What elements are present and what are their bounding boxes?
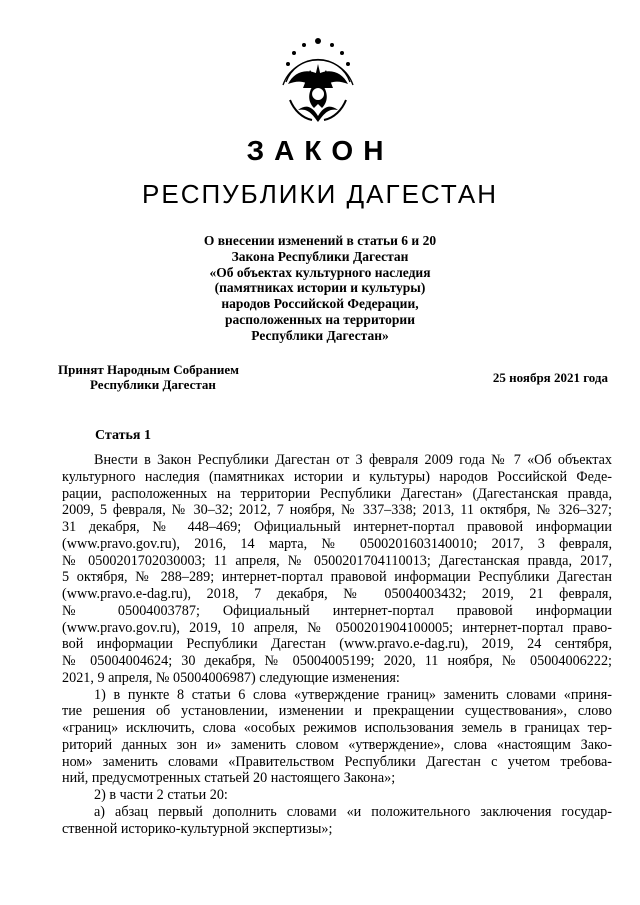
adoption-date: 25 ноября 2021 года xyxy=(492,370,608,385)
body-line: «границ» исключить, слова «особых режимов использования земель в границах тер- xyxy=(62,720,612,736)
body-line: 1) в пункте 8 статьи 6 слова «утверждение границ» заменить словами «приня- xyxy=(94,686,612,703)
body-line: риторий данных зон и» заменить словом «утверждение», слова «настоящим Зако- xyxy=(62,736,612,753)
adoption-line: Принят Народным Собранием xyxy=(58,362,240,377)
article-body xyxy=(62,452,612,837)
subject-line: Закона Республики Дагестан xyxy=(231,248,409,264)
article-heading: Статья 1 xyxy=(95,428,151,443)
document-subtitle: РЕСПУБЛИКИ ДАГЕСТАН xyxy=(142,179,498,209)
body-line: 2) в части 2 статьи 20: xyxy=(94,787,228,803)
subject-line: Республики Дагестан» xyxy=(251,327,389,343)
document-title: ЗАКОН xyxy=(246,135,394,166)
subject-line: (памятниках истории и культуры) xyxy=(214,280,426,296)
body-line: (www.pravo.e-dag.ru), 2018, 7 декабря, № 05004003432; 2019, 21 февраля, xyxy=(62,586,612,602)
body-line: а) абзац первый дополнить словами «и положительного заключения государ- xyxy=(94,803,612,820)
body-line: Внести в Закон Республики Дагестан от 3 февраля 2009 года № 7 «Об объектах xyxy=(94,452,612,468)
body-line: вой информации Республики Дагестан (www.pravo.e-dag.ru), 2019, 24 сентября, xyxy=(62,636,612,653)
body-line: № 05004004624; 30 декабря, № 05004005199; 2020, 11 ноября, № 05004006222; xyxy=(62,653,612,669)
subject-line: народов Российской Федерации, xyxy=(221,296,419,312)
subject-line: О внесении изменений в статьи 6 и 20 xyxy=(203,233,437,248)
coat-of-arms-icon xyxy=(268,30,368,128)
body-line: культурного наследия (памятниках истории и культуры) народов Российской Феде- xyxy=(62,468,612,485)
body-line: (www.pravo.gov.ru), 2016, 14 марта, № 0500201603140010; 2017, 3 февраля, xyxy=(62,535,612,552)
body-line: 2021, 9 апреля, № 05004006987) следующие изменения: xyxy=(62,669,400,686)
body-line: ном» заменить словами «Правительством Республики Дагестан с учетом требова- xyxy=(62,753,612,770)
body-line: рации, расположенных на территории Республики Дагестан» (Дагестанская правда, xyxy=(62,485,612,502)
body-line: № 0500201702030003; 11 апреля, № 0500201704110013; Дагестанская правда, 2017, xyxy=(62,552,612,569)
adoption-line: Республики Дагестан xyxy=(90,377,216,392)
subject-line: расположенных на территории xyxy=(224,311,415,327)
body-line: тие решения об установлении, изменении и прекращении существования», слово xyxy=(62,703,612,720)
law-subject xyxy=(160,233,480,344)
subject-line: «Об объектах культурного наследия xyxy=(209,264,431,280)
body-line: № 05004003787; Официальный интернет-портал правовой информации xyxy=(62,602,612,619)
body-line: ственной историко-культурной экспертизы»; xyxy=(62,820,333,837)
body-line: 5 октября, № 288–289; интернет-портал правовой информации Республики Дагестан xyxy=(62,569,612,586)
body-line: 2009, 5 февраля, № 30–32; 2012, 7 ноября, № 337–338; 2013, 11 октября, № 326–327; xyxy=(62,502,612,519)
adoption-note xyxy=(58,362,298,392)
body-line: ний, предусмотренных статьей 20 настоящего Закона»; xyxy=(62,770,396,787)
body-line: 31 декабря, № 448–469; Официальный интернет-портал правовой информации xyxy=(62,519,612,535)
body-line: (www.pravo.gov.ru), 2019, 10 апреля, № 0500201904100005; интернет-портал право- xyxy=(62,619,612,636)
